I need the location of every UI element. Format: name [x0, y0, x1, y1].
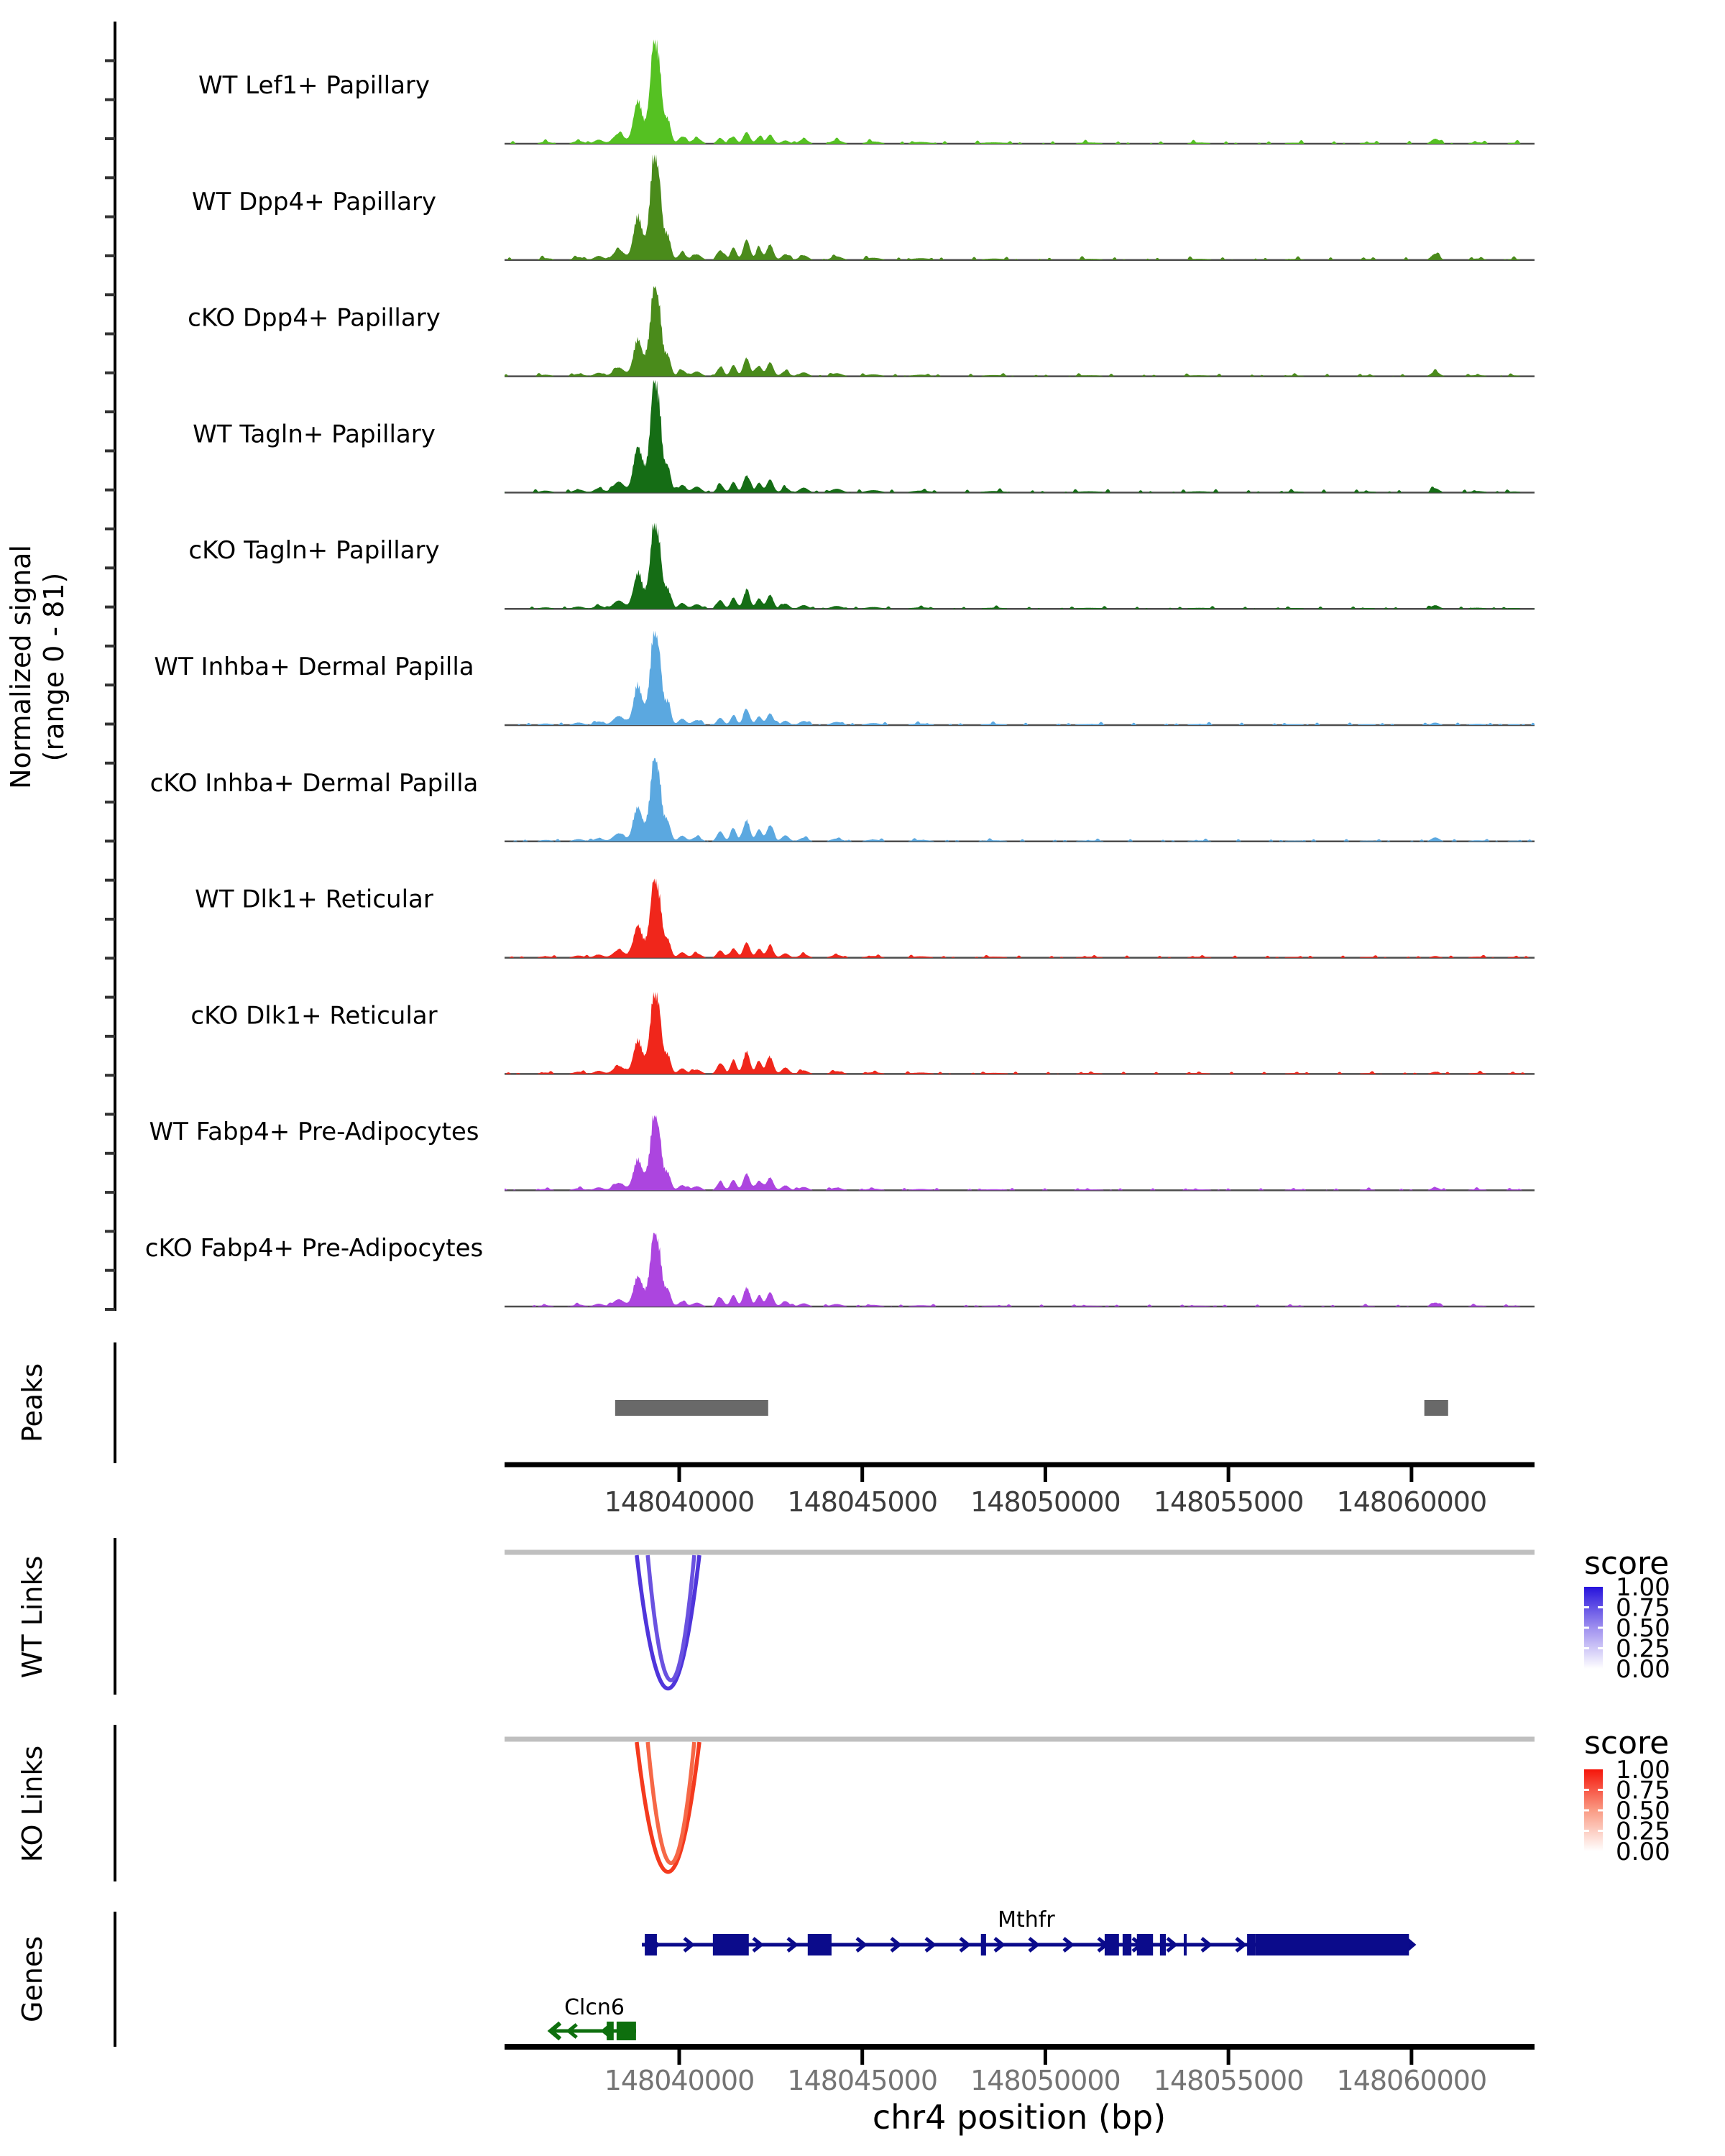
legend-tick-label: 0.00: [1616, 1838, 1670, 1866]
signal-area: [505, 878, 1535, 957]
peaks-section: [17, 1342, 1448, 1463]
signal-area: [505, 155, 1535, 260]
exon-box: [1247, 1934, 1256, 1955]
exon-box: [1184, 1934, 1187, 1955]
exon-box: [1123, 1934, 1131, 1955]
track-label: WT Lef1+ Papillary: [198, 71, 431, 100]
signal-track-row: [188, 286, 1535, 377]
ko-legend-title: score: [1584, 1725, 1670, 1761]
signal-area: [505, 1115, 1535, 1190]
ko-links-section-label: KO Links: [17, 1745, 48, 1863]
genes-section: [17, 1907, 1413, 2047]
x-axis-tick-label: 148060000: [1336, 1486, 1487, 1518]
exon-box: [1160, 1934, 1166, 1955]
gene-models: [551, 1907, 1413, 2040]
signal-track-row: [190, 992, 1535, 1074]
x-axis-tick-label: 148040000: [604, 2065, 755, 2096]
link-arc: [637, 1742, 699, 1872]
gene-model: [642, 1907, 1413, 1955]
signal-area: [505, 1233, 1535, 1307]
wt-score-legend: [1584, 1545, 1670, 1684]
signal-track-row: [150, 1115, 1535, 1190]
legend-tick-label: 0.25: [1616, 1634, 1670, 1664]
x-axis-upper: [505, 1465, 1535, 1518]
exon-box: [607, 2022, 614, 2040]
x-axis-tick-label: 148055000: [1153, 2065, 1304, 2096]
signal-track-row: [150, 758, 1535, 842]
y-axis-label-line2: (range 0 - 81): [38, 572, 70, 762]
ko-link-arcs: [637, 1742, 699, 1872]
x-axis-tick-label: 148045000: [787, 2065, 938, 2096]
link-arc: [637, 1555, 699, 1689]
gene-model: [551, 1995, 636, 2040]
wt-links-section-label: WT Links: [17, 1555, 48, 1679]
gene-name-label: Mthfr: [998, 1907, 1055, 1932]
exon-box: [981, 1934, 986, 1955]
legend-tick-mark: [1598, 1627, 1603, 1629]
signal-track-row: [192, 155, 1535, 260]
signal-area: [505, 522, 1535, 609]
legend-tick-label: 0.50: [1616, 1797, 1670, 1825]
legend-tick-mark: [1598, 1830, 1603, 1832]
legend-tick-mark: [1598, 1606, 1603, 1608]
signal-area: [505, 992, 1535, 1074]
x-axis-tick-label: 148060000: [1336, 2065, 1487, 2096]
ko-score-legend: [1584, 1725, 1670, 1866]
signal-track-row: [195, 878, 1535, 957]
x-axis-tick-label: 148040000: [604, 1486, 755, 1518]
y-axis-label-line1: Normalized signal: [5, 545, 37, 789]
legend-tick-mark: [1584, 1647, 1589, 1649]
legend-tick-label: 1.00: [1616, 1573, 1670, 1602]
genes-section-label: Genes: [17, 1935, 48, 2023]
signal-area: [505, 286, 1535, 377]
legend-tick-mark: [1598, 1810, 1603, 1812]
signal-y-axis-ticks: [105, 60, 115, 1309]
track-label: cKO Fabp4+ Pre-Adipocytes: [144, 1234, 484, 1263]
legend-tick-mark: [1584, 1830, 1589, 1832]
legend-tick-label: 0.75: [1616, 1776, 1670, 1805]
signal-track-row: [154, 631, 1535, 725]
signal-area: [505, 631, 1535, 725]
exon-box: [808, 1934, 832, 1955]
x-axis-title: chr4 position (bp): [872, 2098, 1167, 2137]
x-axis-tick-label: 148050000: [970, 2065, 1121, 2096]
track-label: cKO Inhba+ Dermal Papilla: [150, 768, 479, 798]
peak-interval-bar: [1425, 1400, 1448, 1416]
peak-interval-bar: [615, 1400, 768, 1416]
signal-area: [505, 758, 1535, 842]
x-axis-upper-ticks: [604, 1467, 1486, 1518]
signal-area: [505, 40, 1535, 144]
exon-box: [645, 1934, 657, 1955]
signal-track-row: [193, 380, 1535, 493]
legend-tick-mark: [1598, 1647, 1603, 1649]
x-axis-bottom-ticks: [604, 2050, 1486, 2096]
ko-links-section: [17, 1725, 1670, 1881]
x-axis-tick-label: 148050000: [970, 1486, 1121, 1518]
legend-tick-label: 0.75: [1616, 1593, 1670, 1623]
legend-tick-mark: [1584, 1810, 1589, 1812]
wt-links-section: [17, 1538, 1670, 1695]
legend-tick-label: 0.25: [1616, 1817, 1670, 1846]
x-axis-tick-label: 148055000: [1153, 1486, 1304, 1518]
exon-box: [1256, 1934, 1409, 1955]
exon-box: [1105, 1934, 1119, 1955]
track-label: WT Fabp4+ Pre-Adipocytes: [149, 1118, 479, 1147]
track-label: cKO Dpp4+ Papillary: [188, 303, 441, 333]
track-label: WT Inhba+ Dermal Papilla: [154, 653, 474, 681]
x-axis-bottom: [505, 2047, 1535, 2137]
wt-legend-title: score: [1584, 1545, 1670, 1582]
track-label: WT Dlk1+ Reticular: [195, 885, 433, 914]
x-axis-tick-label: 148045000: [787, 1486, 938, 1518]
track-label: cKO Tagln+ Papillary: [188, 536, 440, 566]
wt-link-arcs: [637, 1555, 699, 1689]
signal-tracks: [145, 40, 1535, 1307]
legend-tick-label: 1.00: [1616, 1756, 1670, 1784]
track-label: cKO Dlk1+ Reticular: [190, 1001, 438, 1031]
legend-tick-mark: [1598, 1789, 1603, 1791]
legend-tick-mark: [1584, 1789, 1589, 1791]
legend-tick-label: 0.00: [1616, 1655, 1670, 1684]
gene-name-label: Clcn6: [564, 1995, 625, 2020]
peaks-section-label: Peaks: [17, 1363, 48, 1443]
legend-tick-mark: [1584, 1606, 1589, 1608]
signal-track-row: [198, 40, 1535, 144]
signal-track-row: [145, 1233, 1535, 1307]
track-label: WT Tagln+ Papillary: [193, 420, 436, 449]
signal-y-axis: [105, 22, 115, 1311]
legend-tick-label: 0.50: [1616, 1614, 1670, 1643]
track-label: WT Dpp4+ Papillary: [191, 187, 437, 216]
exon-box: [713, 1934, 749, 1955]
peak-intervals: [615, 1400, 1448, 1416]
exon-box: [617, 2022, 636, 2040]
legend-tick-mark: [1584, 1627, 1589, 1629]
signal-area: [505, 380, 1535, 493]
signal-track-row: [188, 522, 1535, 609]
exon-box: [1137, 1934, 1153, 1955]
